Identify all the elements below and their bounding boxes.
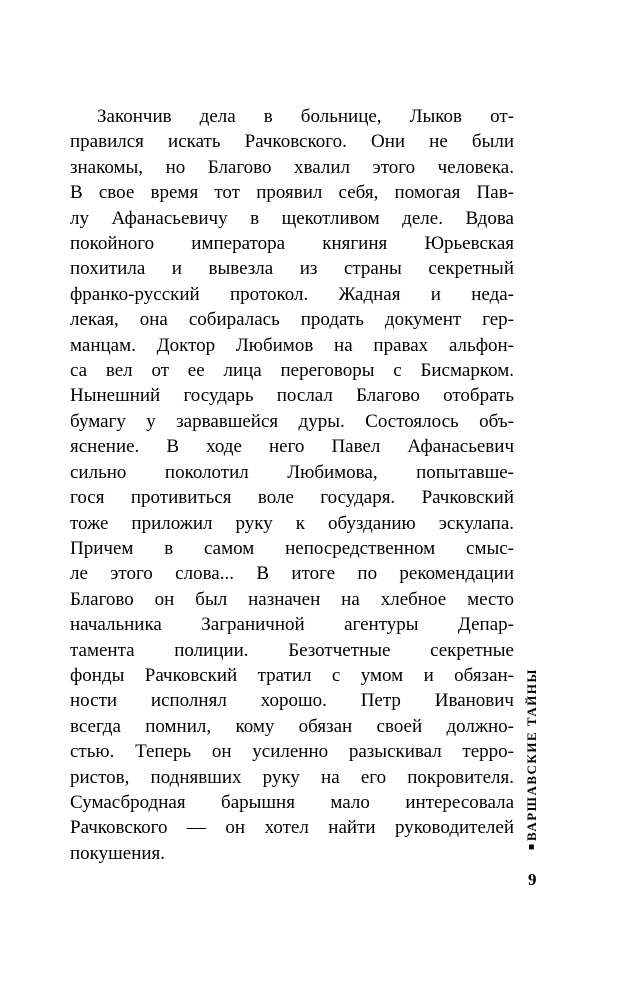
text-line: бумагу у зарвавшейся дуры. Состоялось объ- (70, 410, 514, 432)
text-line: фонды Рачковский тратил с умом и обязан- (70, 664, 514, 686)
running-title-text: ВАРШАВСКИЕ ТАЙНЫ (524, 668, 539, 841)
page-number: 9 (528, 870, 537, 889)
text-line: всегда помнил, кому обязан своей должно- (70, 715, 514, 737)
text-line: Закончив дела в больнице, Лыков от- (97, 106, 514, 127)
text-line: Причем в самом непосредственном смыс- (70, 537, 514, 559)
text-line: лу Афанасьевичу в щекотливом деле. Вдова (70, 207, 514, 229)
text-line: тоже приложил руку к обузданию эскулапа. (70, 512, 514, 534)
text-line: яснение. В ходе него Павел Афанасьевич (70, 436, 514, 458)
text-line: ле этого слова... В итоге по рекомендации (70, 563, 514, 585)
text-line: В свое время тот проявил себя, помогая Пав- (70, 182, 514, 204)
text-line: манцам. Доктор Любимов на правах альфон- (70, 334, 514, 356)
text-line: са вел от ее лица переговоры с Бисмарком. (70, 360, 514, 382)
text-line: знакомы, но Благово хвалил этого человека. (70, 156, 514, 178)
square-marker-icon: ■ (526, 841, 537, 852)
text-line: Благово он был назначен на хлебное место (70, 588, 514, 610)
text-line: ристов, поднявших руку на его покровителя. (70, 766, 514, 788)
text-line: стью. Теперь он усиленно разыскивал терро- (70, 741, 514, 763)
text-line: Сумасбродная барышня мало интересовала (70, 791, 514, 813)
running-title-vertical (524, 650, 548, 852)
text-line: франко-русский протокол. Жадная и неда- (70, 283, 514, 305)
text-line: похитила и вывезла из страны секретный (70, 258, 514, 280)
text-line: сильно поколотил Любимова, попытавше- (70, 461, 514, 483)
text-line: ности исполнял хорошо. Петр Иванович (70, 690, 514, 712)
text-line: Рачковского — он хотел найти руководителей (70, 817, 514, 839)
text-line: лекая, она собиралась продать документ гер- (70, 309, 514, 331)
text-line: покушения. (70, 842, 166, 864)
text-line: начальника Заграничной агентуры Депар- (70, 614, 514, 636)
text-line: тамента полиции. Безотчетные секретные (70, 639, 514, 661)
text-line: Нынешний государь послал Благово отобрать (70, 385, 514, 407)
text-line: правился искать Рачковского. Они не были (70, 131, 514, 153)
text-line: покойного императора княгиня Юрьевская (70, 233, 514, 255)
body-text (70, 104, 514, 866)
text-line: гося противиться воле государя. Рачковский (70, 487, 514, 509)
